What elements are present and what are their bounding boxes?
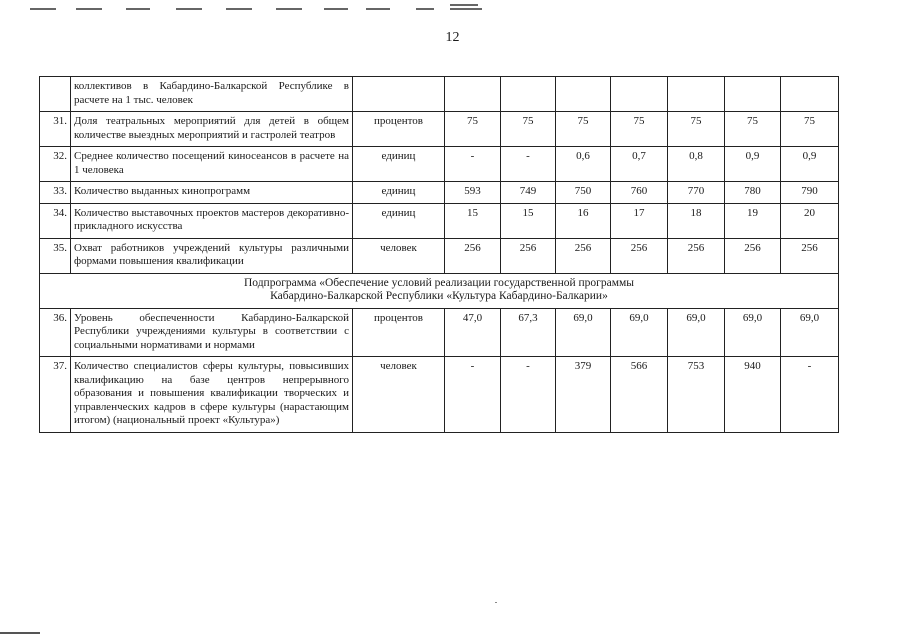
value-cell: 75 [611,112,668,147]
row-number: 31. [40,112,71,147]
row-number: 35. [40,238,71,273]
row-number: 36. [40,308,71,357]
scan-artifact-mark [0,632,40,634]
table-row [40,112,839,147]
value-cell: 15 [445,203,501,238]
value-cell: 69,0 [556,308,611,357]
value-cell: 0,9 [725,147,781,182]
table-row [40,203,839,238]
value-cell: 256 [556,238,611,273]
value-cell: 47,0 [445,308,501,357]
page-number: 12 [445,30,460,45]
table-body-b [40,273,839,432]
scan-speck [495,602,497,603]
table-row-continuation [40,77,839,112]
value-cell: 75 [501,112,556,147]
row-description: Доля театральных мероприятий для детей в общем количестве выездных мероприятий и гастролей театров [71,112,353,147]
value-cell: 75 [725,112,781,147]
value-cell: 17 [611,203,668,238]
value-cell: - [445,147,501,182]
row-number: 33. [40,182,71,204]
value-cell: 69,0 [781,308,839,357]
value-cell: 19 [725,203,781,238]
value-cell: 20 [781,203,839,238]
row-number [40,77,71,112]
value-cell: 760 [611,182,668,204]
value-cell: 15 [501,203,556,238]
value-cell: 770 [668,182,725,204]
row-unit: единиц [353,203,445,238]
row-description: Среднее количество посещений киносеансов в расчете на 1 человека [71,147,353,182]
value-cell: 749 [501,182,556,204]
value-cell: 790 [781,182,839,204]
value-cell: 75 [781,112,839,147]
value-cell: 75 [445,112,501,147]
value-cell [781,77,839,112]
value-cell: 0,8 [668,147,725,182]
subprogram-heading-line-1: Подпрограмма «Обеспечение условий реализации государственной программы [243,276,635,289]
subprogram-heading [40,273,839,308]
row-unit: процентов [353,308,445,357]
value-cell: 780 [725,182,781,204]
value-cell: - [501,147,556,182]
value-cell: 75 [556,112,611,147]
value-cell: - [445,357,501,433]
value-cell: 0,7 [611,147,668,182]
value-cell: 940 [725,357,781,433]
value-cell [445,77,501,112]
value-cell: 750 [556,182,611,204]
value-cell: 69,0 [611,308,668,357]
table-row [40,308,839,357]
value-cell: 0,9 [781,147,839,182]
row-unit: единиц [353,147,445,182]
row-description: Уровень обеспеченности Кабардино-Балкарской Республики учреждениями культуры в соответствии с социальными нормативами и нормами [71,308,353,357]
row-unit [353,77,445,112]
value-cell: 16 [556,203,611,238]
table-body-a [40,77,839,274]
value-cell: 256 [668,238,725,273]
value-cell: - [781,357,839,433]
value-cell [668,77,725,112]
value-cell: 69,0 [725,308,781,357]
value-cell: 566 [611,357,668,433]
value-cell [556,77,611,112]
value-cell: 593 [445,182,501,204]
value-cell: 379 [556,357,611,433]
row-description: Охват работников учреждений культуры различными формами повышения квалификации [71,238,353,273]
value-cell: 67,3 [501,308,556,357]
value-cell: 256 [445,238,501,273]
row-description: коллективов в Кабардино-Балкарской Республике в расчете на 1 тыс. человек [71,77,353,112]
value-cell [725,77,781,112]
row-number: 34. [40,203,71,238]
value-cell: 256 [611,238,668,273]
scan-artifact-dashes [30,0,490,12]
table-row [40,182,839,204]
row-description: Количество специалистов сферы культуры, повысивших квалификацию на базе центров непрерывного образования и повышения квалификации творческих и управленческих кадров в сфере культуры (нарастающим итогом) (национальный проект «Культура») [71,357,353,433]
value-cell: 256 [781,238,839,273]
subprogram-heading-row [40,273,839,308]
value-cell: 18 [668,203,725,238]
value-cell: 69,0 [668,308,725,357]
value-cell: 0,6 [556,147,611,182]
value-cell: 256 [501,238,556,273]
value-cell: 753 [668,357,725,433]
row-number: 37. [40,357,71,433]
row-number: 32. [40,147,71,182]
row-unit: человек [353,357,445,433]
table-row [40,238,839,273]
value-cell: - [501,357,556,433]
value-cell [501,77,556,112]
row-unit: единиц [353,182,445,204]
row-description: Количество выданных кинопрограмм [71,182,353,204]
subprogram-heading-line-2: Кабардино-Балкарской Республики «Культура Кабардино-Балкарии» [270,290,608,302]
indicators-table [39,76,839,433]
table-row [40,147,839,182]
value-cell [611,77,668,112]
row-description: Количество выставочных проектов мастеров декоративно-прикладного искусства [71,203,353,238]
row-unit: процентов [353,112,445,147]
value-cell: 75 [668,112,725,147]
table-row [40,357,839,433]
row-unit: человек [353,238,445,273]
value-cell: 256 [725,238,781,273]
